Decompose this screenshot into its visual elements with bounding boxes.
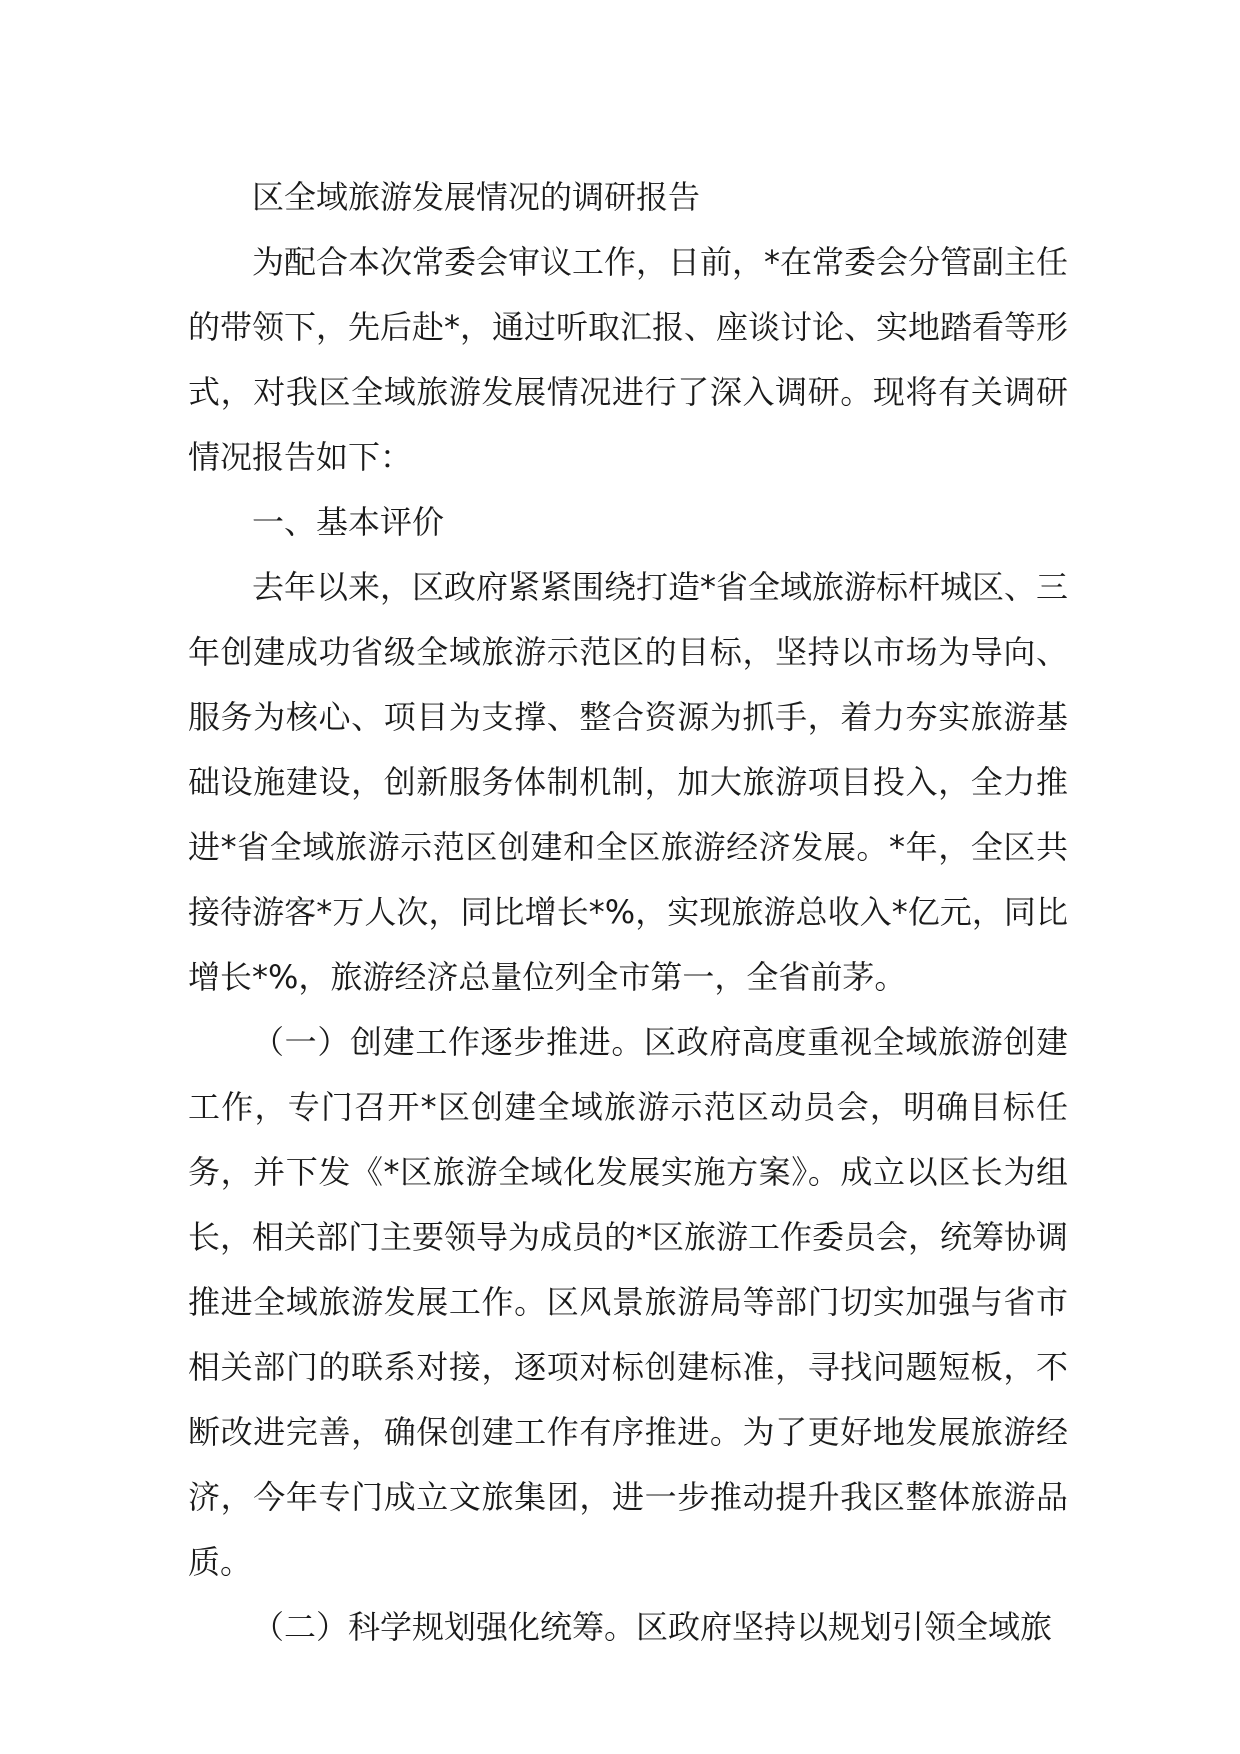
paragraph-scientific-planning: （二）科学规划强化统筹。区政府坚持以规划引领全域旅 [252,1608,1053,1646]
paragraph-intro: 为配合本次常委会审议工作，日前，*在常委会分管副主任的带领下，先后赴*，通过听取汇报、座谈讨论、实地踏看等形式，对我区全域旅游发展情况进行了深入调研。现将有关调研情况报告如下： [188,243,1069,476]
document-body [188,165,1068,1660]
paragraph-basic-evaluation: 去年以来，区政府紧紧围绕打造*省全域旅游标杆城区、三年创建成功省级全域旅游示范区的目标，坚持以市场为导向、服务为核心、项目为支撑、整合资源为抓手，着力夯实旅游基础设施建设，创新服务体制机制，加大旅游项目投入，全力推进*省全域旅游示范区创建和全区旅游经济发展。*年，全区共接待游客*万人次，同比增长*%，实现旅游总收入*亿元，同比增长*%，旅游经济总量位列全市第一，全省前茅。 [188,568,1069,996]
paragraph-creation-work: （一）创建工作逐步推进。区政府高度重视全域旅游创建工作，专门召开*区创建全域旅游示范区动员会，明确目标任务，并下发《*区旅游全域化发展实施方案》。成立以区长为组长，相关部门主要领导为成员的*区旅游工作委员会，统筹协调推进全域旅游发展工作。区风景旅游局等部门切实加强与省市相关部门的联系对接，逐项对标创建标准，寻找问题短板，不断改进完善，确保创建工作有序推进。为了更好地发展旅游经济，今年专门成立文旅集团，进一步推动提升我区整体旅游品质。 [188,1023,1069,1581]
section-heading-basic-evaluation: 一、基本评价 [252,503,445,541]
document-title: 区全域旅游发展情况的调研报告 [252,178,701,216]
